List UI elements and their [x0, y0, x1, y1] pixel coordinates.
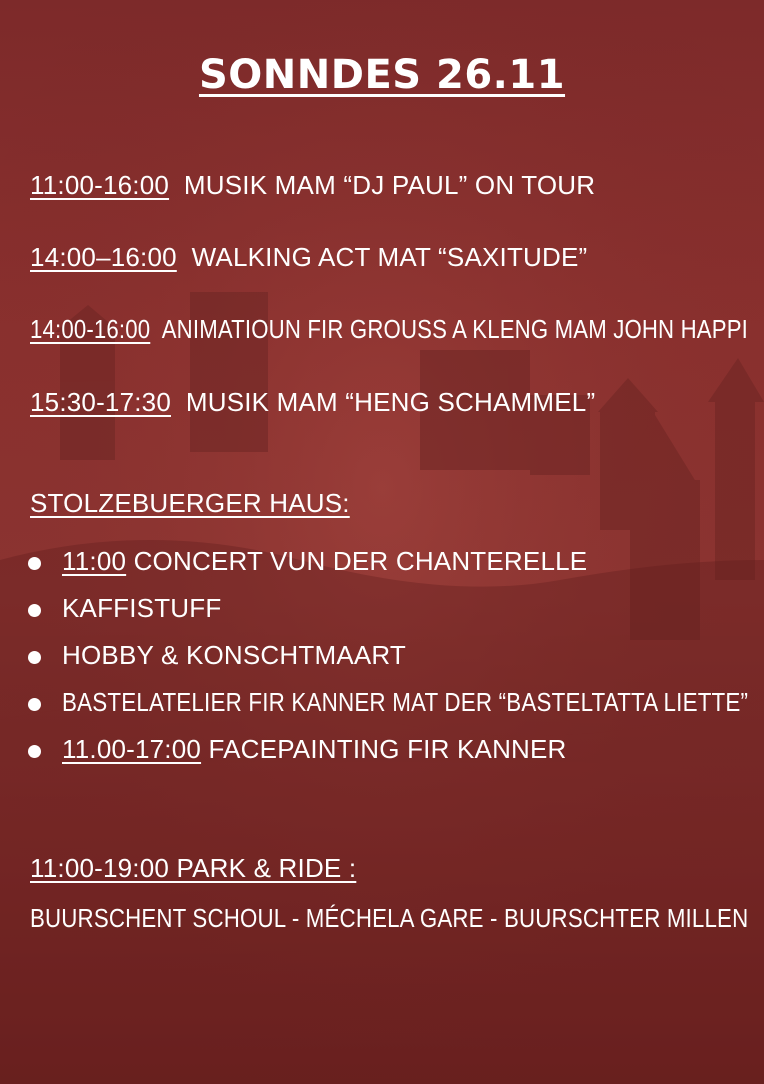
list-item-text: KAFFISTUFF — [62, 593, 222, 623]
schedule-time: 15:30-17:30 — [30, 387, 171, 417]
page-title: SONNDES 26.11 — [198, 52, 566, 98]
list-item — [62, 734, 567, 765]
schedule-item — [30, 387, 595, 418]
schedule-item — [30, 170, 595, 201]
schedule-item — [30, 242, 587, 273]
bullet-dot — [28, 604, 41, 617]
bullet-dot — [28, 651, 41, 664]
park-ride-route: BUURSCHENT SCHOUL - MÉCHELA GARE - BUURSCHTER MILLEN — [30, 903, 749, 933]
list-item-text: FACEPAINTING FIR KANNER — [201, 734, 567, 764]
schedule-time: 11:00-16:00 — [30, 170, 170, 200]
list-item — [62, 593, 221, 624]
bullet-dot — [28, 557, 41, 570]
schedule-text: MUSIK MAM “DJ PAUL” ON TOUR — [183, 170, 596, 200]
bullet-dot — [28, 698, 41, 711]
schedule-text: WALKING ACT MAT “SAXITUDE” — [191, 242, 588, 272]
schedule-time: 14:00–16:00 — [30, 242, 177, 272]
list-item-time: 11:00 — [62, 546, 127, 576]
section-heading: STOLZEBUERGER HAUS: — [30, 488, 350, 518]
list-item-text: BASTELATELIER FIR KANNER MAT DER “BASTELTATTA LIETTE” — [62, 687, 749, 717]
list-item — [62, 640, 406, 671]
list-item — [62, 687, 748, 718]
bullet-dot — [28, 745, 41, 758]
park-ride-heading: 11:00-19:00 PARK & RIDE : — [30, 853, 357, 883]
list-item-text: CONCERT VUN DER CHANTERELLE — [126, 546, 588, 576]
list-item — [62, 546, 587, 577]
schedule-text: ANIMATIOUN FIR GROUSS A KLENG MAM JOHN HAPPI — [161, 314, 748, 344]
schedule-text: MUSIK MAM “HENG SCHAMMEL” — [185, 387, 596, 417]
schedule-item — [30, 314, 748, 345]
schedule-time: 14:00-16:00 — [30, 314, 151, 344]
list-item-text: HOBBY & KONSCHTMAART — [62, 640, 406, 670]
list-item-time: 11.00-17:00 — [62, 734, 202, 764]
